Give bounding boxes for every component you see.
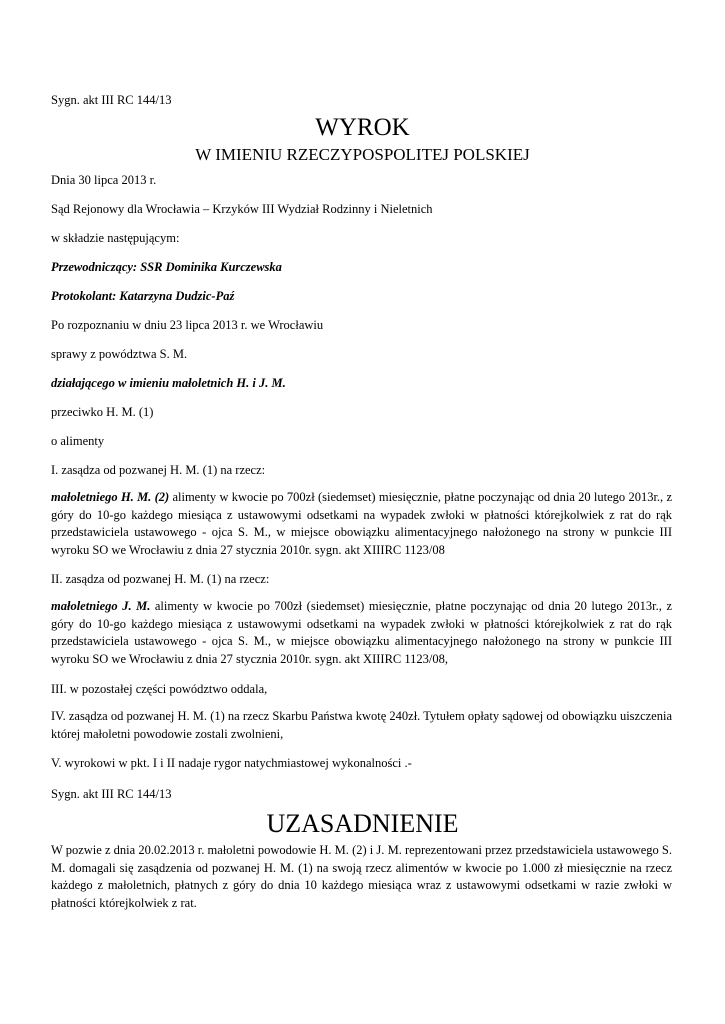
verdict-point-3: III. w pozostałej części powództwo oddala, (51, 682, 268, 696)
verdict-point-1-body: alimenty w kwocie po 700zł (siedemset) miesięcznie, płatne poczynając od dnia 20 lutego 2013r., z góry do 10-go każdego miesiąca z ustawowymi odsetkami na wypadek zwłoki w płatności którejkolwiek z rat do rąk przedstawiciela ustawowego - ojca S. M., w miejsce obowiązku alimentacyjnego nałożonego na strony w punkcie III wyroku SO we Wrocławiu z dnia 27 stycznia 2010r. sygn. akt XIIIRC 1123/08 (51, 490, 673, 557)
verdict-point-2-beneficiary: małoletniego J. M. (51, 599, 151, 613)
justification-case-number: Sygn. akt III RC 144/13 (51, 787, 172, 801)
court-clerk: Protokolant: Katarzyna Dudzic-Paź (51, 289, 235, 303)
hearing-info: Po rozpoznaniu w dniu 23 lipca 2013 r. we Wrocławiu (51, 318, 324, 332)
verdict-point-1-intro: I. zasądza od pozwanej H. M. (1) na rzecz: (51, 463, 266, 477)
judgment-date: Dnia 30 lipca 2013 r. (51, 173, 157, 187)
verdict-point-2-body: alimenty w kwocie po 700zł (siedemset) miesięcznie, płatne poczynając od dnia 20 lutego 2013r., z góry do 10-go każdego miesiąca z ustawowymi odsetkami na wypadek zwłoki w płatności którejkolwiek z rat do rąk przedstawiciela ustawowego - ojca S. M., w miejsce obowiązku alimentacyjnego nałożonego na strony w punkcie III wyroku SO we Wrocławiu z dnia 27 stycznia 2010r. sygn. akt XIIIRC 1123/08, (51, 599, 672, 666)
acting-on-behalf: działającego w imieniu małoletnich H. i J. M. (51, 376, 286, 390)
verdict-point-4: IV. zasądza od pozwanej H. M. (1) na rzecz Skarbu Państwa kwotę 240zł. Tytułem opłaty sądowej od obowiązku uiszczenia której małoletni powodowie zostali zwolnieni, (51, 709, 672, 741)
verdict-point-5: V. wyrokowi w pkt. I i II nadaje rygor natychmiastowej wykonalności .- (51, 756, 412, 770)
verdict-point-1-text (51, 489, 672, 559)
case-number: Sygn. akt III RC 144/13 (51, 93, 172, 107)
verdict-point-2-text (51, 598, 672, 668)
justification-paragraph-1: W pozwie z dnia 20.02.2013 r. małoletni powodowie H. M. (2) i J. M. reprezentowani przez przedstawiciela ustawowego S. M. domagali się zasądzenia od pozwanej H. M. (1) na swoją rzecz alimentów w kwocie po 1.000 zł miesięcznie na rzecz każdego z małoletnich, płatnych z góry do dnia 10 każdego miesiąca wraz z ustawowymi odsetkami w razie zwłoki w płatności którejkolwiek z rat. (51, 843, 672, 910)
case-plaintiff: sprawy z powództwa S. M. (51, 347, 188, 361)
justification-title: UZASADNIENIE (266, 809, 459, 838)
chair-judge: Przewodniczący: SSR Dominika Kurczewska (51, 260, 282, 274)
verdict-point-1-beneficiary: małoletniego H. M. (2) (51, 490, 170, 504)
verdict-point-2-intro: II. zasądza od pozwanej H. M. (1) na rzecz: (51, 572, 270, 586)
case-subject: o alimenty (51, 434, 105, 448)
composition-label: w składzie następującym: (51, 231, 180, 245)
defendant: przeciwko H. M. (1) (51, 405, 154, 419)
court-name: Sąd Rejonowy dla Wrocławia – Krzyków III Wydział Rodzinny i Nieletnich (51, 202, 433, 216)
document-subtitle: W IMIENIU RZECZYPOSPOLITEJ POLSKIEJ (195, 145, 530, 164)
document-title: WYROK (315, 114, 410, 141)
